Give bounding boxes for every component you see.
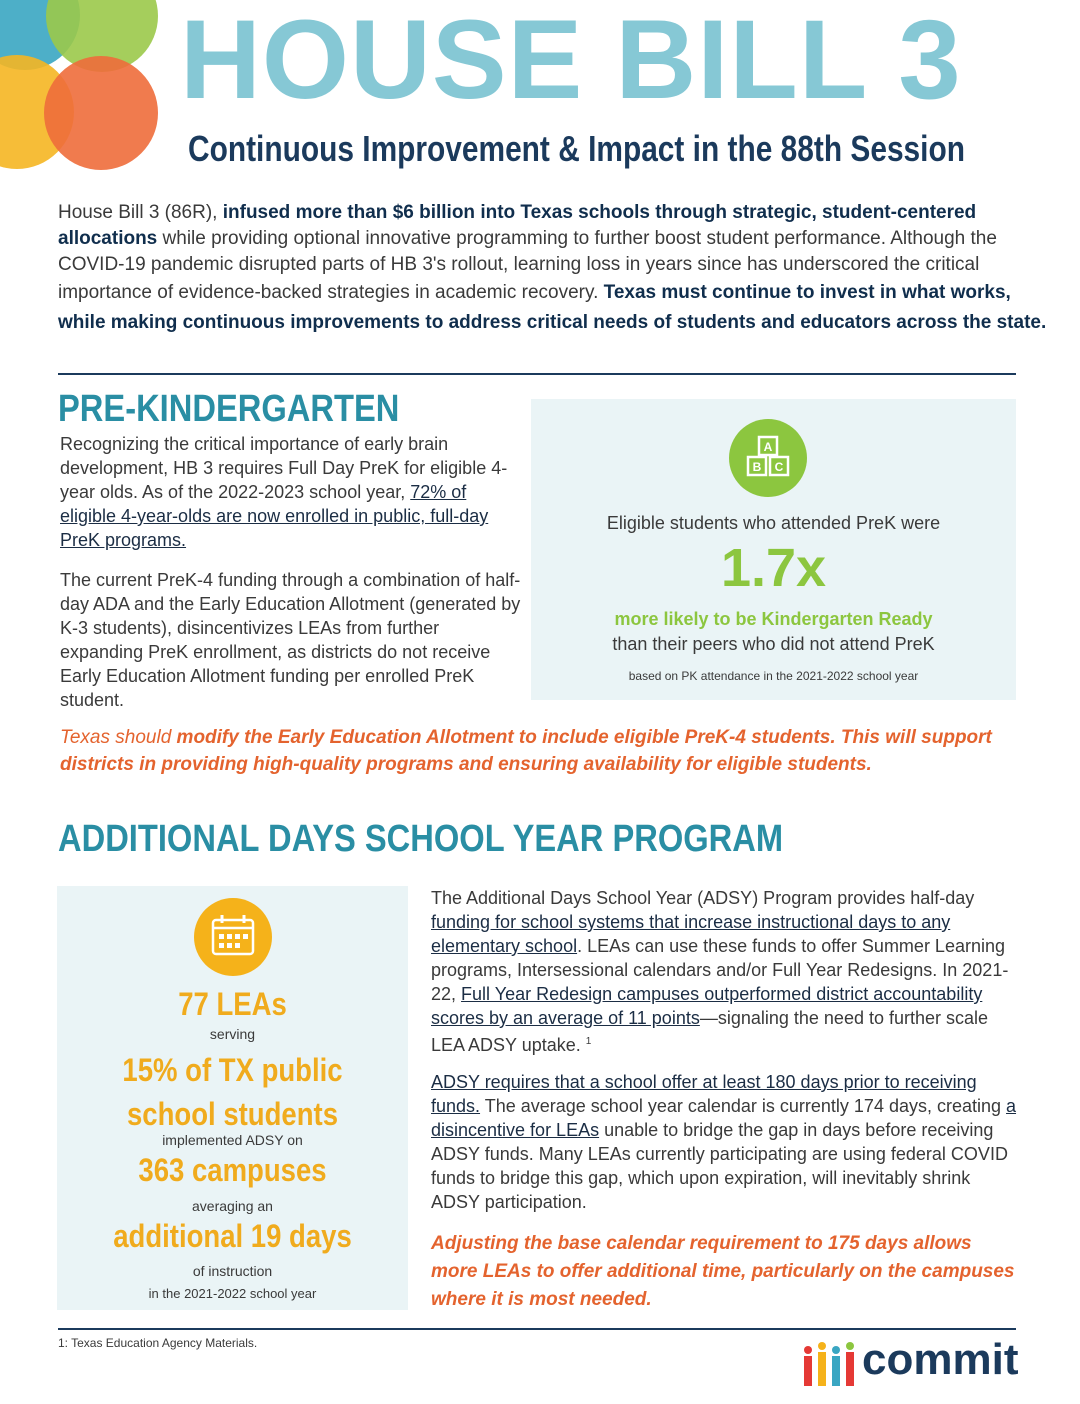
commit-wordmark: commit	[862, 1335, 1019, 1384]
adsy-p1-link2[interactable]: Full Year Redesign campuses outperformed district accountability scores by an average of 11 points	[431, 984, 983, 1028]
footer-footnote: 1: Texas Education Agency Materials.	[58, 1336, 258, 1350]
calendar-icon	[194, 898, 272, 976]
adsy-p1-sup: 1	[585, 1036, 592, 1047]
page-title: HOUSE BILL 3	[180, 0, 962, 122]
prek-paragraph-2: The current PreK-4 funding through a combination of half-day ADA and the Early Education Allotment (generated by K-3 students), disincentivizes LEAs from further expanding PreK enrollment, as districts do not receive Early Education Allotment funding per enrolled PreK student.	[60, 570, 521, 710]
adsy-stat-panel	[57, 886, 408, 1310]
prek-rec-lead: Texas should	[60, 727, 172, 748]
adsy-label-serving: serving	[209, 1026, 256, 1042]
prek-stat-value: 1.7x	[720, 538, 827, 598]
adsy-stat-students: 15% of TX public school students	[122, 1052, 343, 1132]
adsy-p2-b: unable to bridge the gap in days before receiving ADSY funds. Many LEAs currently participating are using federal COVID funds to bridge this gap, which upon expiration, will inevitably shrink ADSY participation.	[431, 1120, 1008, 1212]
adsy-label-implemented: implemented ADSY on	[162, 1132, 303, 1148]
prek-p1-text: Recognizing the critical importance of early brain development, HB 3 requires Full Day PreK for eligible 4-year olds. As of the 2022-2023 school year,	[60, 434, 508, 502]
prek-stat-label: more likely to be Kindergarten Ready	[614, 609, 933, 629]
adsy-paragraph-1	[431, 886, 1019, 1057]
intro-paragraph	[58, 200, 1048, 338]
adsy-p2-a: The average school year calendar is currently 174 days, creating	[484, 1096, 1002, 1116]
adsy-recommendation	[431, 1230, 1019, 1314]
adsy-stat-leas: 77 LEAs	[178, 986, 287, 1022]
adsy-p2-link1[interactable]: ADSY requires that a school offer at least 180 days prior to receiving funds.	[431, 1072, 977, 1116]
block-c-letter: C	[774, 460, 784, 474]
adsy-stat-campuses: 363 campuses	[138, 1152, 327, 1188]
people-bars-icon	[802, 1340, 860, 1390]
block-b-letter: B	[752, 460, 762, 474]
prek-rec-bold: modify the Early Education Allotment to include eligible PreK-4 students. This will support districts in providing high-quality programs and ensuring availability for eligible students.	[60, 727, 992, 775]
adsy-rec-bold: Adjusting the base calendar requirement to 175 days	[431, 1233, 909, 1254]
intro-bold2: Texas must continue to invest in what works, while making continuous improvements to address critical needs of students and educators across the state.	[58, 282, 1047, 333]
adsy-p2-link2[interactable]: a disincentive for LEAs	[431, 1096, 1017, 1140]
adsy-label-averaging: averaging an	[192, 1198, 273, 1214]
prek-p1-link[interactable]: 72% of eligible 4-year-olds are now enrolled in public, full-day PreK programs.	[60, 482, 489, 550]
prek-heading: PRE-KINDERGARTEN	[58, 388, 400, 430]
intro-part1: House Bill 3 (86R),	[58, 202, 218, 223]
divider-top	[58, 373, 1016, 375]
commit-logo	[802, 1335, 1032, 1392]
prek-stat-panel	[531, 399, 1016, 700]
adsy-heading: ADDITIONAL DAYS SCHOOL YEAR PROGRAM	[58, 818, 784, 860]
intro-part2: while providing optional innovative programming to further boost student performance. Although the COVID-19 pandemic disrupted parts of HB 3's rollout, learning loss in years since has underscored the critical importance of evidence-backed strategies in academic recovery.	[58, 228, 997, 303]
adsy-rec-rest: allows more LEAs to offer additional time, particularly on the campuses where it is most needed.	[431, 1233, 1015, 1310]
prek-stat-tail: than their peers who did not attend PreK	[612, 634, 935, 654]
prek-stat-lead: Eligible students who attended PreK were	[606, 513, 941, 533]
divider-bottom	[58, 1328, 1016, 1330]
adsy-paragraph-2	[431, 1070, 1019, 1214]
adsy-label-instruction: of instruction	[192, 1263, 273, 1279]
circle-orange	[44, 56, 158, 170]
prek-recommendation	[60, 724, 1010, 778]
intro-bold1: infused more than $6 billion into Texas schools through strategic, student-centered allocations	[58, 202, 977, 249]
adsy-p1-link1[interactable]: funding for school systems that increase instructional days to any elementary school	[431, 912, 951, 956]
abc-blocks-icon	[729, 419, 807, 497]
page-subtitle: Continuous Improvement & Impact in the 88th Session	[188, 128, 965, 169]
adsy-p1-a: The Additional Days School Year (ADSY) Program provides half-day	[431, 888, 975, 908]
adsy-p1-c: —signaling the need to further scale LEA ADSY uptake.	[431, 1008, 989, 1055]
prek-stat-footnote: based on PK attendance in the 2021-2022 school year	[628, 669, 919, 683]
prek-paragraph-1	[60, 432, 522, 552]
block-a-letter: A	[763, 440, 773, 454]
adsy-label-year: in the 2021-2022 school year	[148, 1286, 317, 1301]
adsy-p1-b: . LEAs can use these funds to offer Summer Learning programs, Intersessional calendars and/or Full Year Redesigns. In 2021-22,	[431, 936, 1009, 1004]
adsy-stat-days: additional 19 days	[113, 1218, 352, 1254]
